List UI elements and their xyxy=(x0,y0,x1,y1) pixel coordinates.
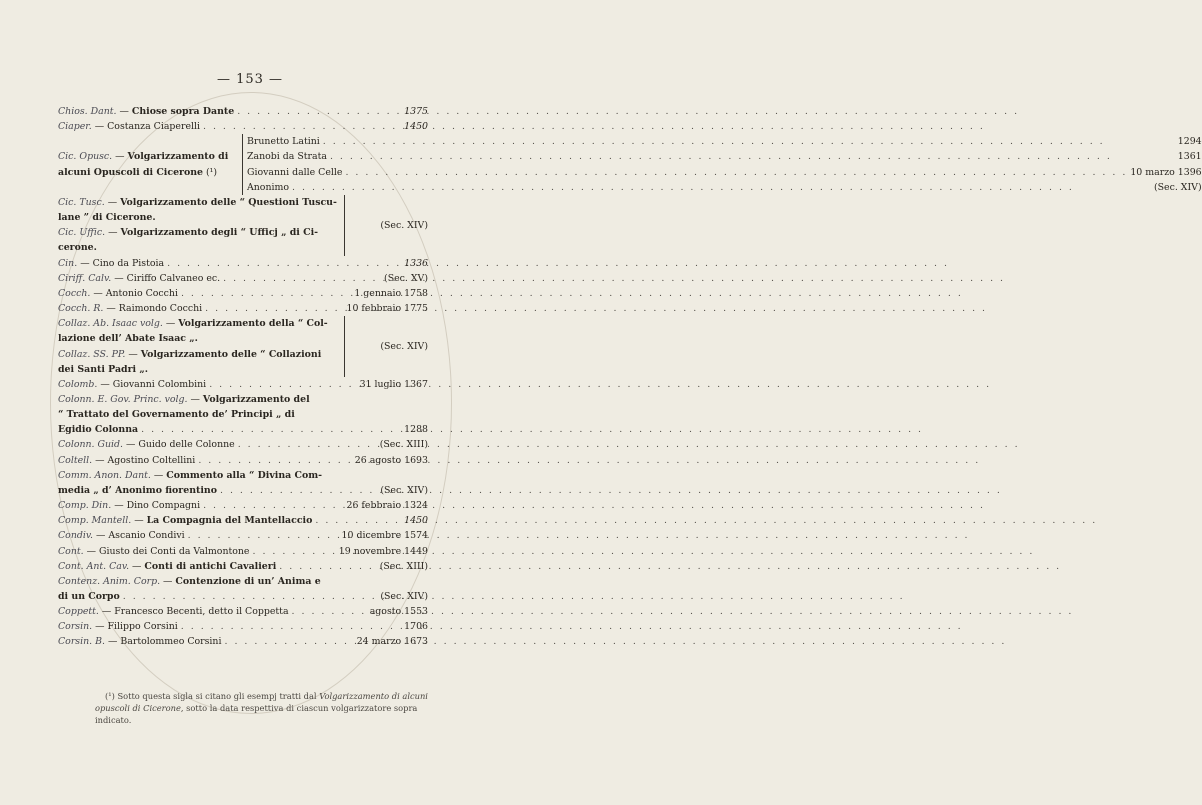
entry-date: 1706 xyxy=(404,621,428,633)
entry-title: Chiose sopra Dante xyxy=(131,106,235,117)
list-item: Condiv. — Ascanio Condivi . . . 10 dicembre 1574 xyxy=(58,528,428,543)
entry-abbreviation: Cic. Tusc. xyxy=(58,196,105,208)
list-item: Colomb. — Giovanni Colombini . . . 31 luglio 1367 xyxy=(58,377,428,392)
entry-date: (Sec. XV) xyxy=(384,272,428,284)
entry-title: Volgarizzamento delle “ Collazioni xyxy=(140,348,322,360)
list-item: Cocch. — Antonio Cocchi . . . 1 gennaio 1758 xyxy=(58,286,428,301)
sub-entry-date: (Sec. XIV) xyxy=(1153,181,1202,193)
entry-title: Agostino Coltellini xyxy=(107,454,196,466)
list-item: Ciriff. Calv. — Ciriffo Calvaneo ec. . . . (Sec. XV) xyxy=(58,271,428,286)
entry-date: 1336 xyxy=(404,257,428,269)
entry-title: Volgarizzamento del xyxy=(202,393,310,405)
sub-entry-date: 1361 xyxy=(1177,151,1202,163)
entry-commento: Comm. Anon. Dant. — Commento alla “ Divina Com- media „ d’ Anonimo fiorentino . . . (Sec. XIV) xyxy=(58,468,428,498)
entry-title: Dino Compagni xyxy=(126,500,201,512)
entry-date: 1450 xyxy=(404,121,428,133)
footnote xyxy=(95,690,430,726)
entry-date: (Sec. XIII) xyxy=(379,439,428,451)
sub-entry-name: Anonimo xyxy=(247,181,290,193)
entry-date: 10 dicembre 1574 xyxy=(341,530,428,542)
entry-title: Contenzione di un’ Anima e xyxy=(175,575,321,587)
list-item: Cin. — Cino da Pistoia . . . 1336 xyxy=(58,256,428,271)
entry-date: 24 marzo 1673 xyxy=(356,636,428,648)
entry-abbreviation: Chios. Dant. xyxy=(58,106,117,117)
sub-entry-name: Giovanni dalle Celle xyxy=(247,166,343,178)
entry-date: 1288 xyxy=(404,424,428,436)
entry-abbreviation: Cont. Ant. Cav. xyxy=(58,560,130,572)
entry-title: Commento alla “ Divina Com- xyxy=(166,469,323,481)
list-item: Cocch. R. — Raimondo Cocchi . . . 10 febbraio 1775 xyxy=(58,301,428,316)
entry-title-line: Cic. Uffic. — Volgarizzamento degli “ Ufficj „ di Ci- xyxy=(58,225,340,240)
list-item: Cont. — Giusto dei Conti da Valmontone . . . 19 novembre 1449 xyxy=(58,544,428,559)
list-item: Coppett. — Francesco Becenti, detto il Coppetta . . . agosto 1553 xyxy=(58,604,428,619)
entry-date: 1 gennaio 1758 xyxy=(354,287,428,299)
entry-title-cont: di un Corpo xyxy=(58,591,120,602)
footnote-text: Sotto questa sigla si citano gli esempj tratti dal xyxy=(117,691,317,701)
entry-date: (Sec. XIV) xyxy=(380,484,428,496)
sub-entry xyxy=(247,134,1202,149)
entry-date: (Sec. XIV) xyxy=(380,219,428,231)
entry-abbreviation: Cic. Opusc. xyxy=(58,151,113,163)
entry-title: Giusto dei Conti da Valmontone xyxy=(98,545,250,557)
entry-title: Volgarizzamento di xyxy=(127,151,229,163)
list-item: Cont. Ant. Cav. — Conti di antichi Cavalieri . . . (Sec. XIII) xyxy=(58,559,428,574)
entry-abbreviation: Cocch. R. xyxy=(58,303,104,315)
entry-title-cont: “ Trattato del Governamento de’ Principi „ di xyxy=(58,409,295,421)
entry-abbreviation: Ciaper. xyxy=(58,121,92,133)
entry-date: (Sec. XIV) xyxy=(380,591,428,602)
sub-entry xyxy=(247,180,1202,195)
entry-title: Bartolommeo Corsini xyxy=(120,636,222,648)
entry-abbreviation: Cin. xyxy=(58,257,78,269)
entry-group-cic-tusc xyxy=(58,195,428,256)
footnote-text: , sotto la data respettiva di ciascun volgarizzatore sopra indicato. xyxy=(95,703,418,725)
list-item: Coltell. — Agostino Coltellini . . . 26 agosto 1693 xyxy=(58,453,428,468)
sub-entry-name: Brunetto Latini xyxy=(247,136,320,148)
entry-title: Filippo Corsini xyxy=(107,621,178,633)
entry-title: Conti di antichi Cavalieri xyxy=(144,560,277,572)
entry-abbreviation: Comm. Anon. Dant. xyxy=(58,469,151,481)
entry-abbreviation: Ciriff. Calv. xyxy=(58,272,112,284)
entry-abbreviation: Collaz. Ab. Isaac volg. xyxy=(58,318,163,330)
entry-abbreviation: Contenz. Anim. Corp. xyxy=(58,575,161,587)
entry-abbreviation: Comp. Din. xyxy=(58,500,112,512)
entry-abbreviation: Colomb. xyxy=(58,378,98,390)
sub-entry-date: 1294 xyxy=(1177,136,1202,148)
entry-title-cont: media „ d’ Anonimo fiorentino xyxy=(58,484,217,496)
entry-abbreviation: Comp. Mantell. xyxy=(58,515,132,527)
entry-title-cont: dei Santi Padri „. xyxy=(58,363,149,375)
list-item: Comp. Mantell. — La Compagnia del Mantellaccio . . . 1450 xyxy=(58,513,428,528)
sub-entry-list xyxy=(242,134,1202,195)
entry-date: 19 novembre 1449 xyxy=(338,545,428,557)
entry-title: Antonio Cocchi xyxy=(105,287,178,299)
entry-date: 1450 xyxy=(404,515,428,527)
entry-title-line: Cic. Tusc. — Volgarizzamento delle “ Questioni Tuscu- xyxy=(58,195,340,210)
sub-entry-date: 10 marzo 1396 xyxy=(1130,166,1202,178)
entry-date: 10 febbraio 1775 xyxy=(346,303,428,315)
entry-abbreviation: Colonn. Guid. xyxy=(58,439,124,451)
entry-title: Guido delle Colonne xyxy=(138,439,235,451)
sub-entry xyxy=(247,149,1202,164)
entry-date: 26 agosto 1693 xyxy=(354,454,428,466)
page-number: — 153 — xyxy=(216,72,284,87)
entry-title: La Compagnia del Mantellaccio xyxy=(146,515,313,527)
entry-abbreviation: Collaz. SS. PP. xyxy=(58,348,126,360)
entry-title-line: Collaz. Ab. Isaac volg. — Volgarizzamento della “ Col- xyxy=(58,316,340,331)
entry-abbreviation: Coltell. xyxy=(58,454,93,466)
entry-date: 31 luglio 1367 xyxy=(359,378,428,390)
list-item: Ciaper. — Costanza Ciaperelli . . . 1450 xyxy=(58,119,428,134)
entry-date: (Sec. XIV) xyxy=(380,340,428,352)
footnote-mark: (¹) xyxy=(206,166,218,178)
entry-title: Raimondo Cocchi xyxy=(118,303,203,315)
entry-title-cont: alcuni Opuscoli di Cicerone xyxy=(58,166,204,178)
entry-title: Volgarizzamento degli “ Ufficj „ di Ci- xyxy=(120,227,319,239)
entry-date: agosto 1553 xyxy=(369,606,428,618)
sub-entry xyxy=(247,165,1202,180)
list-item: Corsin. B. — Bartolommeo Corsini . . . 24 marzo 1673 xyxy=(58,634,428,649)
entry-title: Costanza Ciaperelli xyxy=(107,121,200,133)
entry-title-line: Cic. Opusc. — Volgarizzamento di xyxy=(58,149,238,164)
entry-date: 1375 xyxy=(404,106,428,117)
entry-abbreviation: Cic. Uffic. xyxy=(58,227,106,239)
footnote-italic-title: Volgarizzamento di alcuni opuscoli di Cicerone xyxy=(95,691,428,713)
entry-title: Ascanio Condivi xyxy=(108,530,185,542)
entry-group-cic-opusc xyxy=(58,134,1202,195)
entry-title: Giovanni Colombini xyxy=(112,378,207,390)
entry-list xyxy=(58,104,1202,650)
entry-title-line xyxy=(58,165,238,180)
entry-abbreviation: Coppett. xyxy=(58,606,99,618)
entry-abbreviation: Condiv. xyxy=(58,530,94,542)
sub-entry-name: Zanobi da Strata xyxy=(247,151,327,163)
entry-date: (Sec. XIII) xyxy=(379,560,428,572)
entry-abbreviation: Corsin. xyxy=(58,621,93,633)
entry-title: Ciriffo Calvaneo ec. xyxy=(126,272,221,284)
footnote-mark: (¹) xyxy=(105,691,115,701)
entry-abbreviation: Corsin. B. xyxy=(58,636,105,648)
entry-title-cont: Egidio Colonna xyxy=(58,424,139,436)
entry-title: Francesco Becenti, detto il Coppetta xyxy=(114,606,289,618)
entry-abbreviation: Colonn. E. Gov. Princ. volg. xyxy=(58,393,188,405)
entry-contenzione: Contenz. Anim. Corp. — Contenzione di un’ Anima e di un Corpo . . . (Sec. XIV) xyxy=(58,574,428,604)
entry-colonna: Colonn. E. Gov. Princ. volg. — Volgarizzamento del “ Trattato del Governamento de’ Principi „ di Egidio Colonna . . . 1288 xyxy=(58,392,428,437)
entry-title-cont: cerone. xyxy=(58,242,97,254)
list-item: Comp. Din. — Dino Compagni . . . 26 febbraio 1324 xyxy=(58,498,428,513)
entry-date: 26 febbraio 1324 xyxy=(346,500,428,512)
entry-title: Volgarizzamento della “ Col- xyxy=(178,318,328,330)
entry-abbreviation: Cont. xyxy=(58,545,84,557)
list-item: Colonn. Guid. — Guido delle Colonne . . . (Sec. XIII) xyxy=(58,437,428,452)
entry-title-cont: lazione dell’ Abate Isaac „. xyxy=(58,333,198,345)
entry-title-cont: lane ” di Cicerone. xyxy=(58,212,156,224)
entry-title: Cino da Pistoia xyxy=(92,257,165,269)
list-item: Corsin. — Filippo Corsini . . . 1706 xyxy=(58,619,428,634)
entry-group-collaz xyxy=(58,316,428,377)
entry-abbreviation: Cocch. xyxy=(58,287,91,299)
entry-title: Volgarizzamento delle “ Questioni Tuscu- xyxy=(120,196,337,208)
list-item: Chios. Dant. — Chiose sopra Dante . . . 1375 xyxy=(58,104,428,119)
entry-title-line: Collaz. SS. PP. — Volgarizzamento delle “ Collazioni xyxy=(58,347,340,362)
